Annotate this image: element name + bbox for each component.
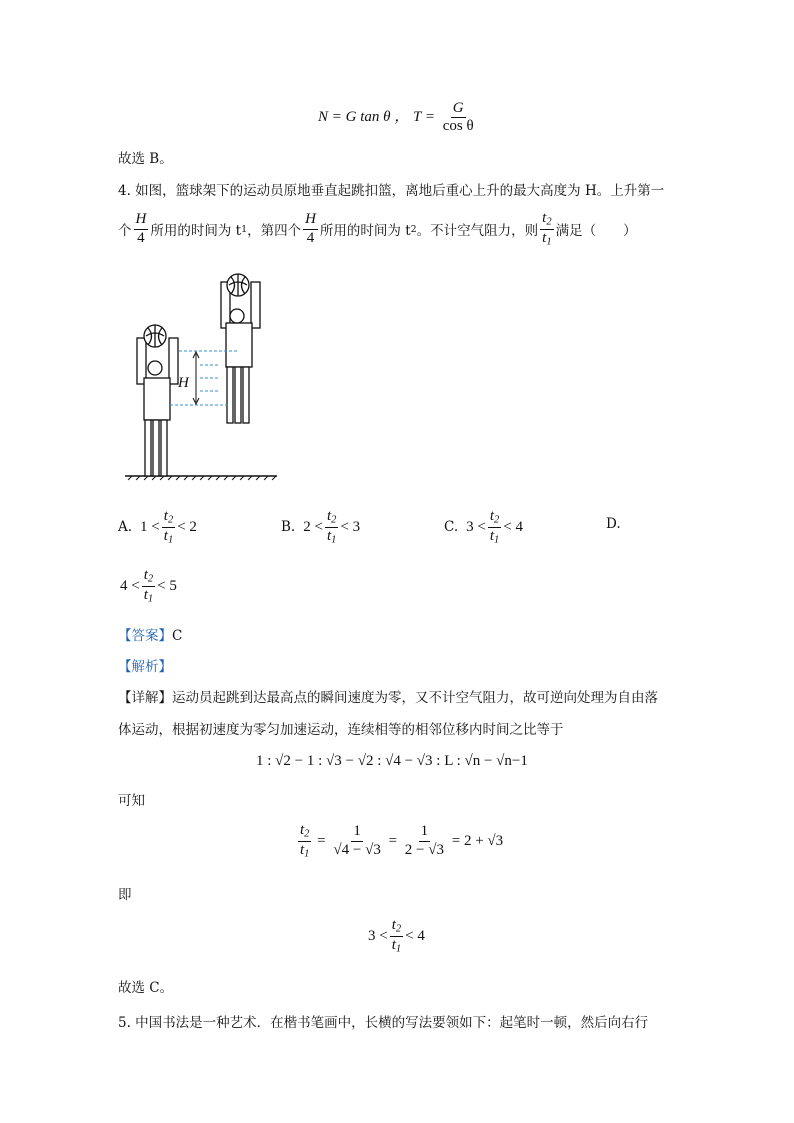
equation-t-lhs: T = (413, 109, 435, 126)
option-b[interactable]: B. 2 < $\frac{t_2}{t_1}$ < 3 (281, 508, 361, 546)
h-arrow (193, 352, 199, 404)
option-a[interactable]: A. 1 < $\frac{t_2}{t_1}$ < 2 (118, 508, 197, 546)
fraction-h-4-first: $\frac{H}{4}$ (135, 211, 147, 246)
fraction-h-4-fourth: $\frac{H}{4}$ (305, 211, 316, 246)
kezhi-line: 可知 (118, 793, 145, 809)
detail-line2: 体运动，根据初速度为零匀加速运动，连续相等的相邻位移内时间之比等于 (118, 722, 564, 738)
option-d[interactable]: 4 < $\frac{t_2}{t_1}$ < 5 (120, 567, 177, 605)
equation-n-part: N = G tan θ ， (318, 109, 410, 126)
final-inequality: 3 < $\frac{t_2}{t_1}$ < 4 (368, 917, 425, 955)
standing-player (137, 325, 178, 476)
jumping-player (221, 274, 260, 423)
question-4-line2: 个 $\frac{H}{4}$ 所用的时间为 t 1 ，第四个 $\frac{H}{4}$ 所用的时间为 t 2 。不计空气阻力，则 $\frac{t_2}{t_1}$ 满足（ ） (118, 210, 637, 248)
fraction-t2-t1: $\frac{t_2}{t_1}$ (542, 210, 552, 248)
choose-c-line: 故选 C。 (118, 980, 174, 996)
ji-line: 即 (118, 887, 132, 903)
basketball-figure (120, 268, 285, 483)
choose-b-line: 故选 B。 (118, 151, 173, 167)
detail-line1: 【详解】运动员起跳到达最高点的瞬间速度为零，又不计空气阻力，故可逆向处理为自由落 (118, 690, 658, 706)
ratio-equation: $\frac{t_2}{t_1}$ = $\frac{1}{√4 - √3}$ = $\frac{1}{2 - √3}$ = 2 + √3 (300, 822, 504, 860)
question-4-line1: 4. 如图，篮球架下的运动员原地垂直起跳扣篮，离地后重心上升的最大高度为 H。上升第一 (118, 183, 665, 199)
analysis-tag: 【解析】 (118, 659, 172, 675)
option-c[interactable]: C. 3 < $\frac{t_2}{t_1}$ < 4 (444, 508, 523, 546)
answer-line: 【答案】C (118, 628, 183, 644)
h-label: H (178, 375, 189, 391)
series-equation: 1 : √2 − 1 : √3 − √2 : √4 − √3 : L : √n − √n−1 (256, 753, 528, 769)
option-d-label[interactable]: D. (606, 516, 621, 532)
equation-n-t (318, 100, 478, 136)
question-5-line1: 5. 中国书法是一种艺术．在楷书笔画中，长横的写法要领如下：起笔时一顿，然后向右行 (118, 1015, 649, 1031)
fraction-g-cos: $\frac{G}{\text{cos θ}}$ (442, 100, 474, 135)
